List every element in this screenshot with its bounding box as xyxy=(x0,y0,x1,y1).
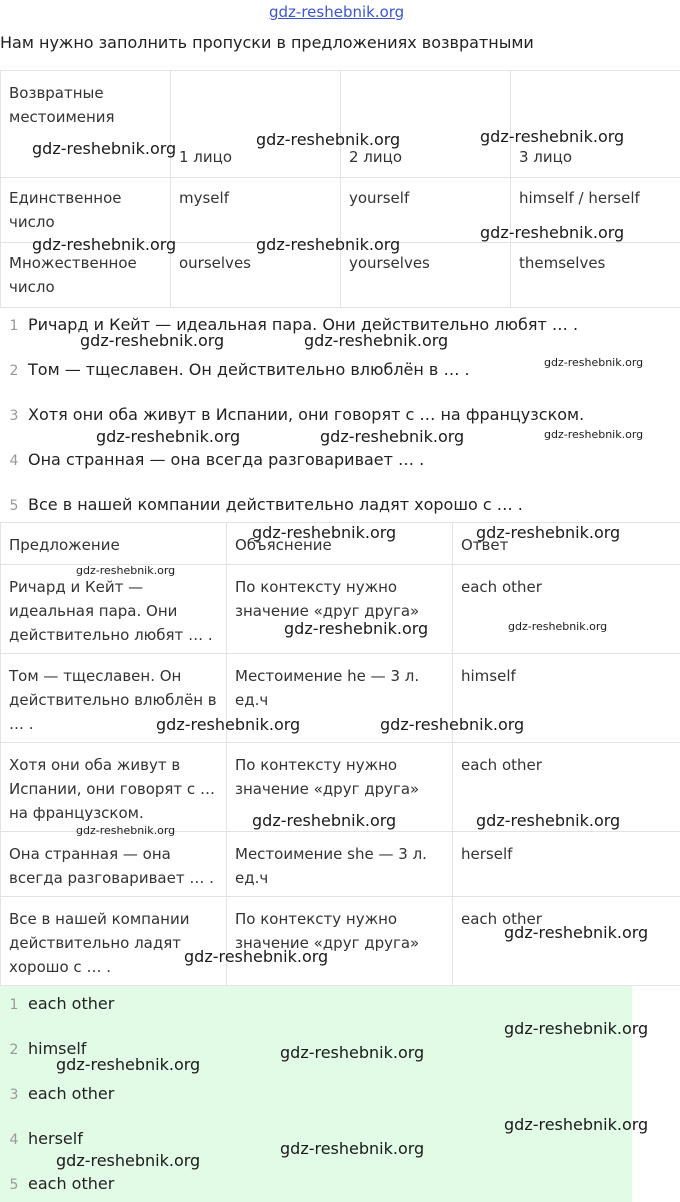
watermark: gdz-reshebnik.org xyxy=(156,715,301,734)
pronoun-table xyxy=(0,70,680,308)
intro-text: Нам нужно заполнить пропуски в предложениях возвратными xyxy=(0,33,534,52)
sentence-cell: Она странная — она всегда разговаривает … . xyxy=(1,832,227,897)
watermark: gdz-reshebnik.org xyxy=(80,331,225,350)
watermark: gdz-reshebnik.org xyxy=(252,523,397,542)
watermark: gdz-reshebnik.org xyxy=(544,428,644,441)
explanation-header-cell: Предложение xyxy=(1,523,227,565)
watermark-top[interactable]: gdz-reshebnik.org xyxy=(269,3,405,21)
answer-cell: himself xyxy=(453,654,680,743)
pronoun-cell: ourselves xyxy=(171,243,341,308)
explanation-cell: По контексту нужно значение «друг друга» xyxy=(227,565,453,654)
pronoun-cell: himself / herself xyxy=(511,178,680,243)
watermark: gdz-reshebnik.org xyxy=(476,523,621,542)
sentence-cell: Ричард и Кейт — идеальная пара. Они действительно любят … . xyxy=(1,565,227,654)
pronoun-table-header-row xyxy=(1,71,680,178)
watermark: gdz-reshebnik.org xyxy=(480,127,625,146)
watermark: gdz-reshebnik.org xyxy=(56,1055,201,1074)
answer-item: 1 each other xyxy=(9,994,115,1013)
watermark: gdz-reshebnik.org xyxy=(284,619,429,638)
explanation-cell: Местоимение he — 3 л. ед.ч xyxy=(227,654,453,743)
watermark: gdz-reshebnik.org xyxy=(56,1151,201,1170)
pronoun-cell: yourselves xyxy=(341,243,511,308)
list-item: 1 Ричард и Кейт — идеальная пара. Они действительно любят … . xyxy=(9,315,579,334)
pronoun-header-cell: 2 лицо xyxy=(341,71,511,178)
watermark: gdz-reshebnik.org xyxy=(504,1115,649,1134)
table-row xyxy=(1,565,680,654)
watermark: gdz-reshebnik.org xyxy=(280,1139,425,1158)
list-item: 4 Она странная — она всегда разговаривает … . xyxy=(9,450,425,469)
explanation-table xyxy=(0,522,680,986)
answer-item: 4 herself xyxy=(9,1129,83,1148)
explanation-cell: По контексту нужно значение «друг друга» xyxy=(227,897,453,986)
pronoun-cell: Единственное число xyxy=(1,178,171,243)
watermark: gdz-reshebnik.org xyxy=(380,715,525,734)
answer-item: 3 each other xyxy=(9,1084,115,1103)
watermark: gdz-reshebnik.org xyxy=(504,1019,649,1038)
explanation-header-cell: Ответ xyxy=(453,523,680,565)
watermark: gdz-reshebnik.org xyxy=(504,923,649,942)
watermark: gdz-reshebnik.org xyxy=(76,824,176,837)
sentence-cell: Все в нашей компании действительно ладят хорошо с … . xyxy=(1,897,227,986)
sentence-cell: Хотя они оба живут в Испании, они говорят с … на французском. xyxy=(1,743,227,832)
explanation-cell: Местоимение she — 3 л. ед.ч xyxy=(227,832,453,897)
watermark: gdz-reshebnik.org xyxy=(544,356,644,369)
pronoun-cell: myself xyxy=(171,178,341,243)
table-row xyxy=(1,832,680,897)
answer-cell: each other xyxy=(453,565,680,654)
watermark: gdz-reshebnik.org xyxy=(320,427,465,446)
pronoun-header-cell: 3 лицо xyxy=(511,71,680,178)
watermark: gdz-reshebnik.org xyxy=(508,620,608,633)
explanation-header-cell: Объяснение xyxy=(227,523,453,565)
watermark: gdz-reshebnik.org xyxy=(280,1043,425,1062)
sentence-cell: Том — тщеславен. Он действительно влюблён в … . xyxy=(1,654,227,743)
answer-cell: each other xyxy=(453,897,680,986)
pronoun-cell: themselves xyxy=(511,243,680,308)
watermark: gdz-reshebnik.org xyxy=(480,223,625,242)
answer-item: 5 each other xyxy=(9,1174,115,1193)
list-item: 3 Хотя они оба живут в Испании, они говорят с … на французском. xyxy=(9,405,585,424)
answer-cell: herself xyxy=(453,832,680,897)
explanation-cell: По контексту нужно значение «друг друга» xyxy=(227,743,453,832)
watermark: gdz-reshebnik.org xyxy=(256,130,401,149)
answer-cell: each other xyxy=(453,743,680,832)
list-item: 5 Все в нашей компании действительно ладят хорошо с … . xyxy=(9,495,523,514)
list-item: 2 Том — тщеславен. Он действительно влюблён в … . xyxy=(9,360,470,379)
watermark: gdz-reshebnik.org xyxy=(96,427,241,446)
watermark: gdz-reshebnik.org xyxy=(256,235,401,254)
watermark: gdz-reshebnik.org xyxy=(32,235,177,254)
watermark: gdz-reshebnik.org xyxy=(76,564,176,577)
pronoun-header-cell: 1 лицо xyxy=(171,71,341,178)
watermark: gdz-reshebnik.org xyxy=(252,811,397,830)
table-row xyxy=(1,654,680,743)
watermark: gdz-reshebnik.org xyxy=(304,331,449,350)
pronoun-header-cell: Возвратные местоимения xyxy=(1,71,171,178)
pronoun-cell: yourself xyxy=(341,178,511,243)
pronoun-cell: Множественное число xyxy=(1,243,171,308)
watermark: gdz-reshebnik.org xyxy=(476,811,621,830)
watermark: gdz-reshebnik.org xyxy=(184,947,329,966)
watermark: gdz-reshebnik.org xyxy=(32,139,177,158)
answer-item: 2 himself xyxy=(9,1039,87,1058)
